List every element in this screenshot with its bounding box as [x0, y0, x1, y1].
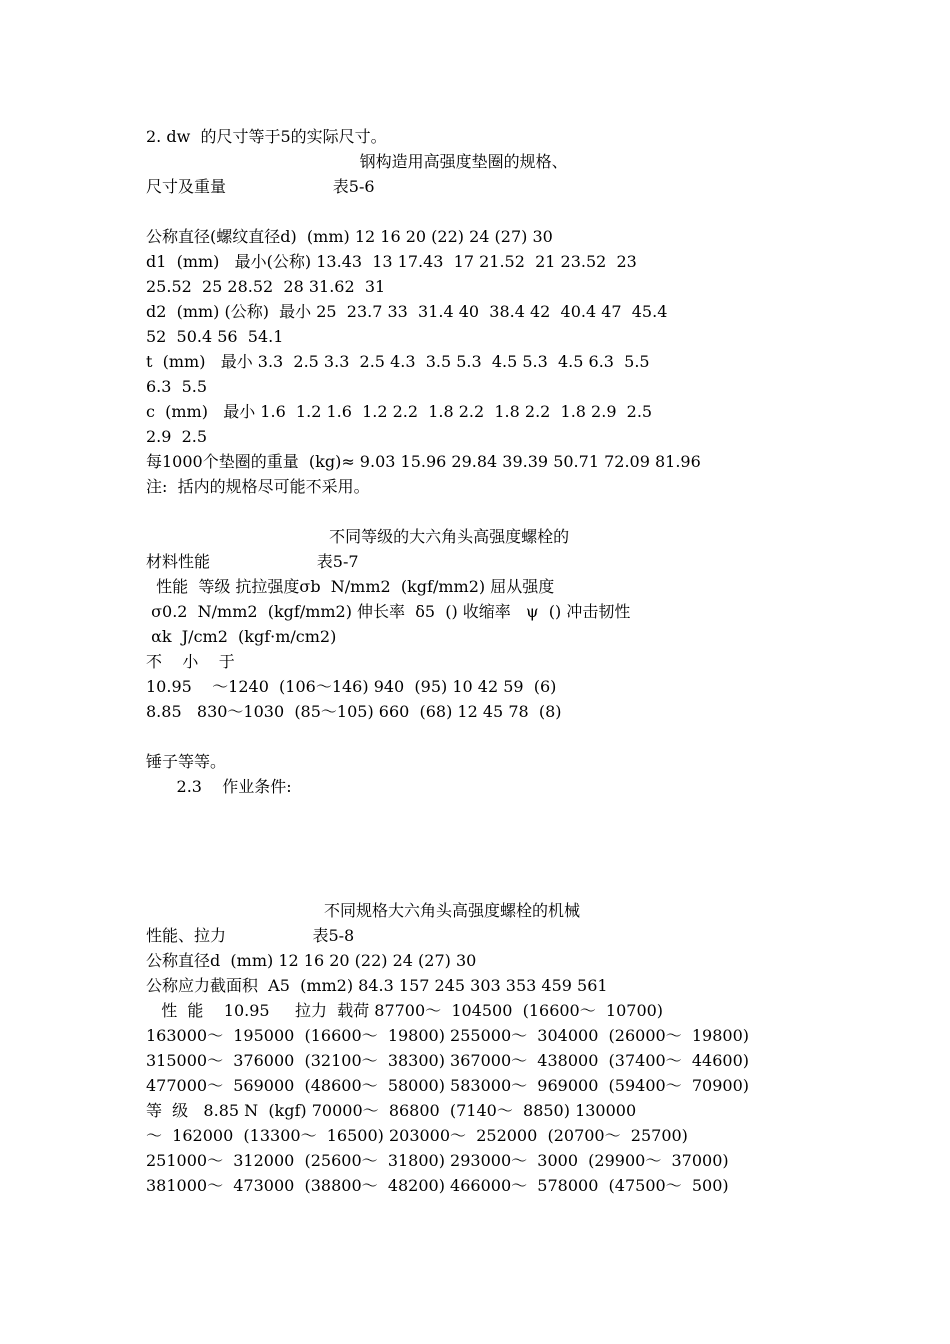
tools-text: 锤子等等。 — [146, 752, 227, 771]
table-5-8-row-10-95-cont2: 315000～ 376000 (32100～ 38300) 367000～ 438000 (37400～ 44600) — [146, 1051, 749, 1070]
table-5-8-row-8-85-cont3: 381000～ 473000 (38800～ 48200) 466000～ 578000 (47500～ 500) — [146, 1176, 729, 1195]
table-5-6-row-t-cont: 6.3 5.5 — [146, 377, 208, 396]
table-5-6-row-c: c (mm) 最小 1.6 1.2 1.6 1.2 2.2 1.8 2.2 1.8 2.2 1.8 2.9 2.5 — [146, 402, 653, 421]
table-5-6-row-c-cont: 2.9 2.5 — [146, 427, 208, 446]
table-5-8-title: 不同规格大六角头高强度螺栓的机械 — [146, 901, 581, 920]
table-5-8-title-cont: 性能、拉力 表5-8 — [146, 926, 355, 945]
table-5-6-title: 钢构造用高强度垫圈的规格、 — [146, 152, 568, 171]
table-5-6-row-t: t (mm) 最小 3.3 2.5 3.3 2.5 4.3 3.5 5.3 4.5 5.3 4.5 6.3 5.5 — [146, 352, 650, 371]
table-5-7-row-10-95: 10.95 ～1240 (106～146) 940 (95) 10 42 59 (6) — [146, 677, 557, 696]
table-5-7-header-cont2: αk J/cm2 (kgf·m/cm2) — [146, 627, 337, 646]
table-5-6-title-cont: 尺寸及重量 表5-6 — [146, 177, 375, 196]
table-5-7-header: 性能 等级 抗拉强度σb N/mm2 (kgf/mm2) 屈从强度 — [146, 577, 555, 596]
table-5-8-row-8-85-cont1: ～ 162000 (13300～ 16500) 203000～ 252000 (20700～ 25700) — [146, 1126, 688, 1145]
table-5-6-row-weight: 每1000个垫圈的重量 (kg)≈ 9.03 15.96 29.84 39.39 50.71 72.09 81.96 — [146, 452, 701, 471]
table-5-8-row-10-95: 性 能 10.95 拉力 载荷 87700～ 104500 (16600～ 10700) — [146, 1001, 664, 1020]
table-5-8-row-10-95-cont1: 163000～ 195000 (16600～ 19800) 255000～ 304000 (26000～ 19800) — [146, 1026, 749, 1045]
table-5-7-not-less-than: 不 小 于 — [146, 652, 235, 671]
table-5-8-row-stress-area: 公称应力截面积 A5 (mm2) 84.3 157 245 303 353 459 561 — [146, 976, 608, 995]
table-5-7-row-8-85: 8.85 830～1030 (85～105) 660 (68) 12 45 78 (8) — [146, 702, 562, 721]
table-5-6-row-d1-cont: 25.52 25 28.52 28 31.62 31 — [146, 277, 386, 296]
table-5-8-row-10-95-cont3: 477000～ 569000 (48600～ 58000) 583000～ 969000 (59400～ 70900) — [146, 1076, 749, 1095]
table-5-6-row-d1: d1 (mm) 最小(公称) 13.43 13 17.43 17 21.52 21 23.52 23 — [146, 252, 637, 271]
table-5-7-header-cont: σ0.2 N/mm2 (kgf/mm2) 伸长率 δ5 () 收缩率 ψ () 冲击韧性 — [146, 602, 631, 621]
table-5-8-row-8-85-cont2: 251000～ 312000 (25600～ 31800) 293000～ 3000 (29900～ 37000) — [146, 1151, 729, 1170]
table-5-6-row-d2: d2 (mm) (公称) 最小 25 23.7 33 31.4 40 38.4 42 40.4 47 45.4 — [146, 302, 668, 321]
table-5-8-row-diameter: 公称直径d (mm) 12 16 20 (22) 24 (27) 30 — [146, 951, 477, 970]
table-5-8-row-8-85: 等 级 8.85 N (kgf) 70000～ 86800 (7140～ 8850) 130000 — [146, 1101, 637, 1120]
table-5-6-note: 注: 括内的规格尽可能不采用。 — [146, 477, 370, 496]
table-5-7-title-cont: 材料性能 表5-7 — [146, 552, 359, 571]
table-5-6-row-diameter: 公称直径(螺纹直径d) (mm) 12 16 20 (22) 24 (27) 30 — [146, 227, 553, 246]
table-5-7-title: 不同等级的大六角头高强度螺栓的 — [146, 527, 570, 546]
table-5-6-row-d2-cont: 52 50.4 56 54.1 — [146, 327, 284, 346]
note-dw-size: 2. dw 的尺寸等于5的实际尺寸。 — [146, 127, 387, 146]
section-2-3-heading: 2.3 作业条件: — [146, 777, 292, 796]
